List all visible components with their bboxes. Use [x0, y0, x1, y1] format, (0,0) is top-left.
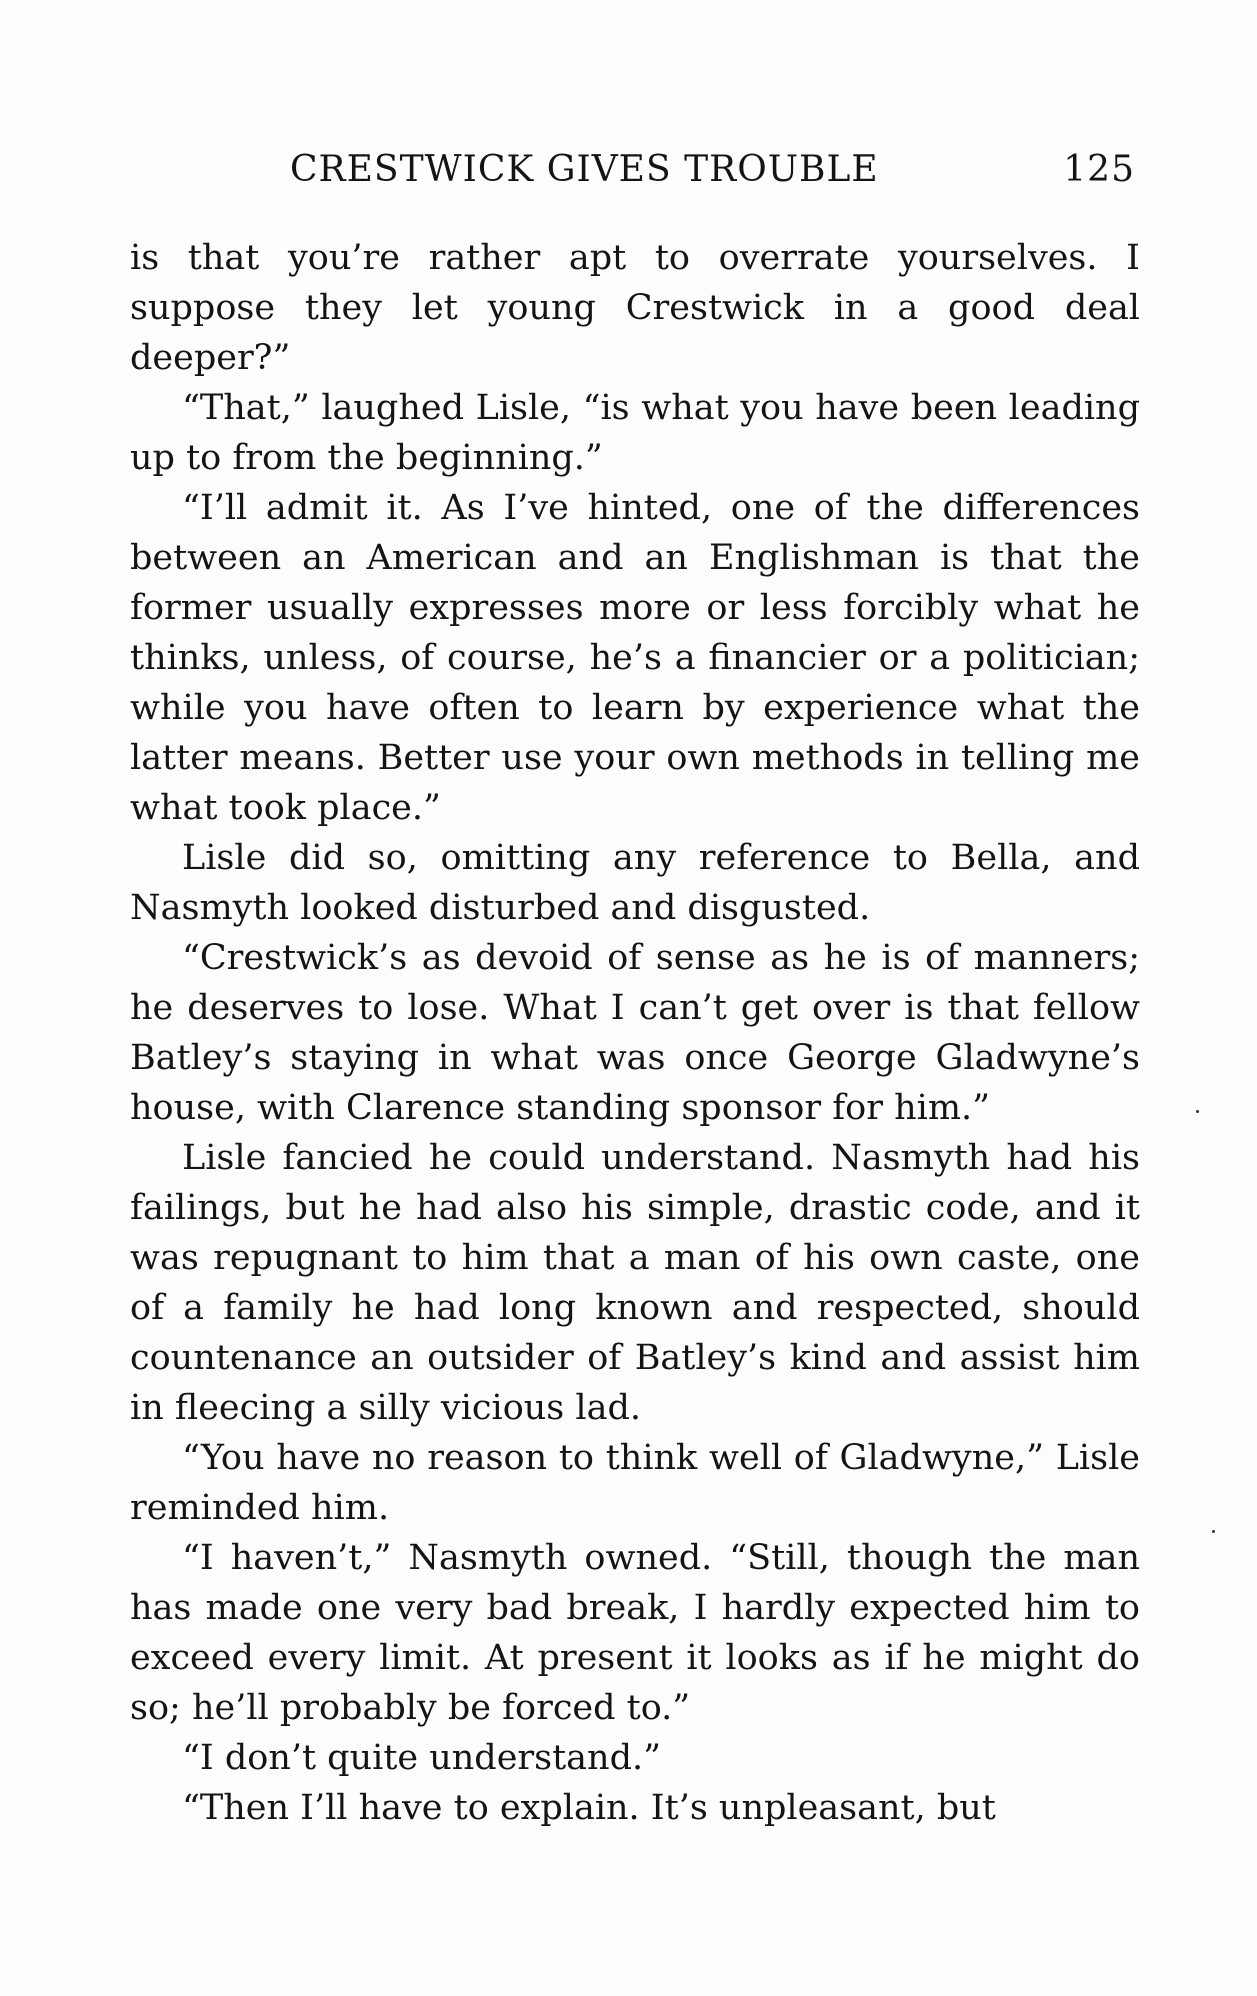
body-text	[130, 233, 1140, 1833]
running-title: CRESTWICK GIVES TROUBLE	[290, 149, 879, 190]
scan-speck	[1212, 1530, 1215, 1533]
paragraph: “I’ll admit it. As I’ve hinted, one of the differences between an American and an Englishman is that the former usually expresses more or less forcibly what he thinks, unless, of course, he’s a financier or a politician; while you have often to learn by experience what the latter means. Better use your own methods in telling me what took place.”	[130, 488, 1140, 828]
paragraph: Lisle did so, omitting any reference to Bella, and Nasmyth looked disturbed and disgusted.	[130, 838, 1140, 928]
paragraph: “That,” laughed Lisle, “is what you have been leading up to from the beginning.”	[130, 388, 1140, 478]
page-number: 125	[1063, 149, 1135, 190]
paragraph: is that you’re rather apt to overrate yourselves. I suppose they let young Crestwick in a good deal deeper?”	[130, 238, 1140, 378]
paragraph: “I haven’t,” Nasmyth owned. “Still, though the man has made one very bad break, I hardly expected him to exceed every limit. At present it looks as if he might do so; he’ll probably be forced to.”	[130, 1538, 1140, 1728]
paragraph: “Then I’ll have to explain. It’s unpleasant, but	[182, 1788, 996, 1828]
paragraph: “You have no reason to think well of Gladwyne,” Lisle reminded him.	[130, 1438, 1140, 1528]
running-head	[130, 140, 1135, 200]
paragraph: “Crestwick’s as devoid of sense as he is of manners; he deserves to lose. What I can’t get over is that fellow Batley’s staying in what was once George Gladwyne’s house, with Clarence standing sponsor for him.”	[130, 938, 1140, 1128]
scan-speck	[1196, 1110, 1199, 1113]
paragraph: “I don’t quite understand.”	[182, 1738, 662, 1778]
paragraph: Lisle fancied he could understand. Nasmyth had his failings, but he had also his simple, drastic code, and it was repugnant to him that a man of his own caste, one of a family he had long known and respected, should countenance an outsider of Batley’s kind and assist him in fleecing a silly vicious lad.	[130, 1138, 1140, 1428]
